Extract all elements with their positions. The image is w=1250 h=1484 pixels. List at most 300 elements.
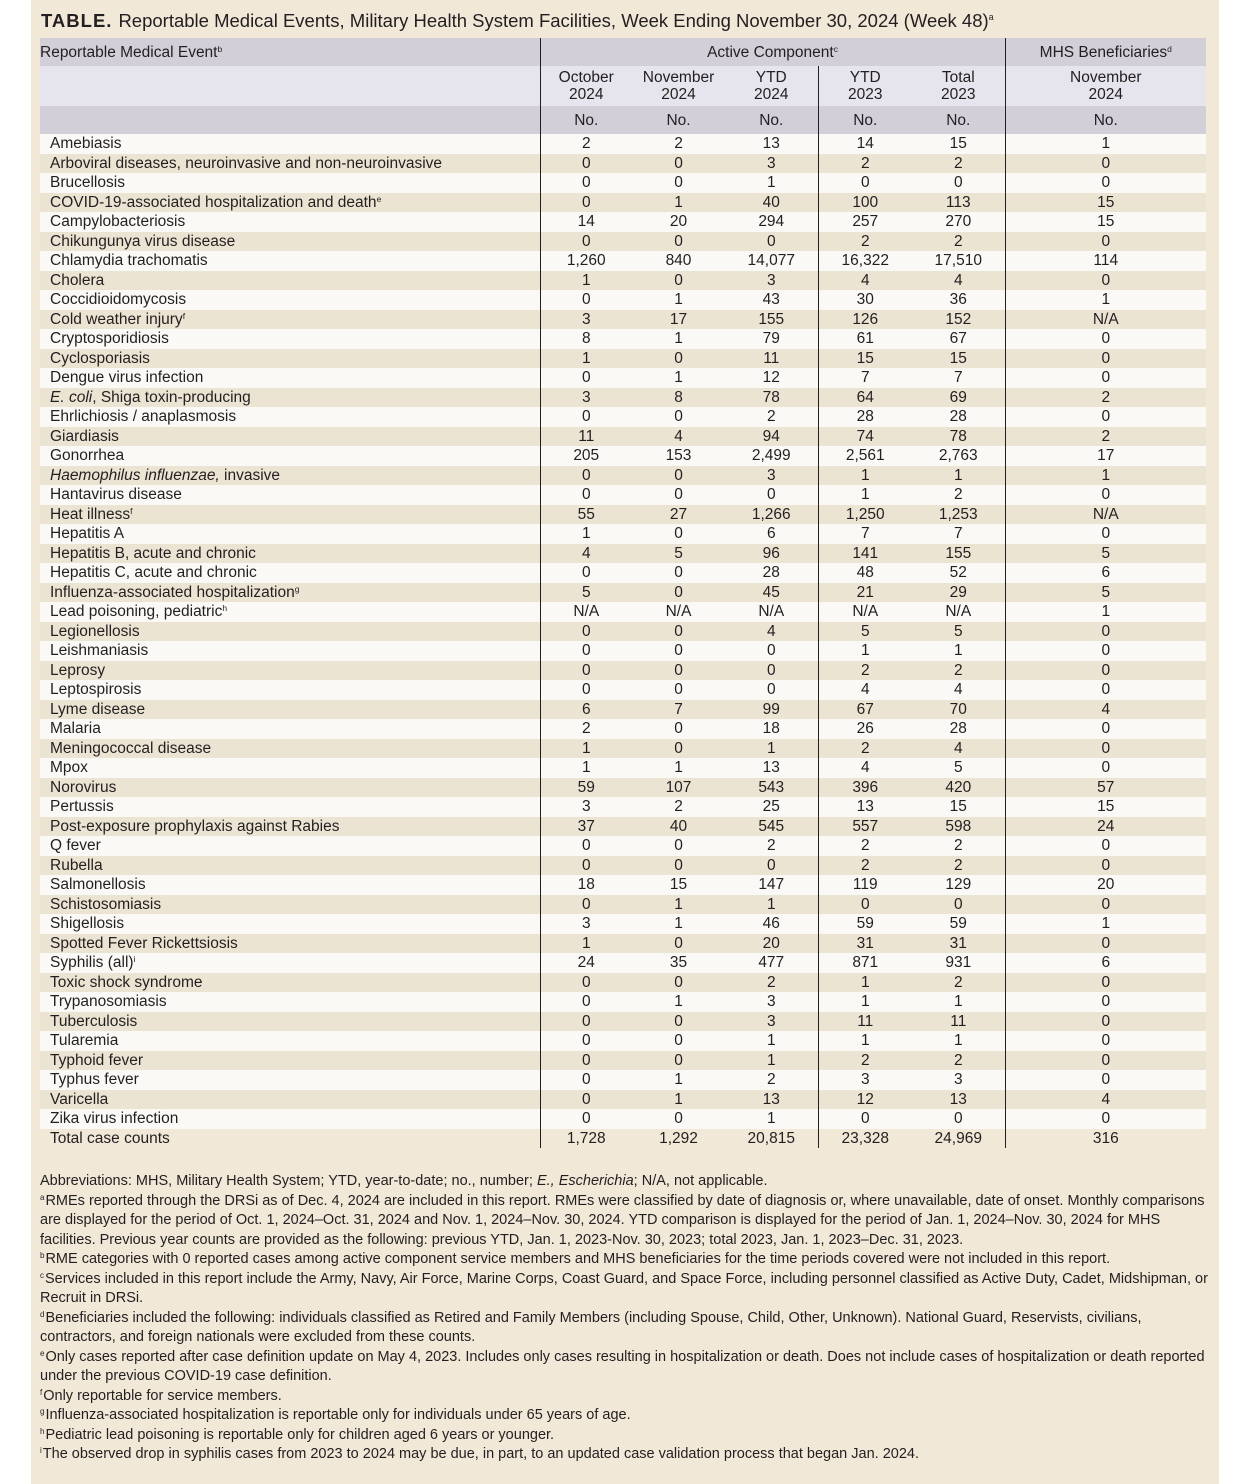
table-row [40,641,1206,661]
count-cell: 64 [818,388,912,408]
count-cell: 0 [632,622,725,642]
count-cell: 94 [725,427,818,447]
event-name-cell: Mpox [40,758,540,778]
event-name-cell: Dengue virus infection [40,368,540,388]
count-cell: 931 [912,953,1005,973]
table-row [40,563,1206,583]
count-cell: 2 [725,1070,818,1090]
count-cell: 1 [540,739,632,759]
event-name-cell: Amebiasis [40,134,540,154]
count-cell: 6 [540,700,632,720]
count-cell: 5 [912,622,1005,642]
table-row [40,485,1206,505]
count-cell: 0 [632,836,725,856]
count-cell: 5 [1005,544,1206,564]
count-cell: 7 [818,368,912,388]
event-name-cell: Cyclosporiasis [40,349,540,369]
table-row [40,953,1206,973]
count-cell: 0 [632,466,725,486]
count-cell: 3 [725,466,818,486]
count-cell: 4 [632,427,725,447]
unit-header: No. [818,106,912,134]
count-cell: 78 [725,388,818,408]
count-cell: 2 [725,836,818,856]
count-cell: 3 [818,1070,912,1090]
count-cell: 3 [725,271,818,291]
table-row [40,329,1206,349]
count-cell: 2 [818,739,912,759]
table-row [40,349,1206,369]
event-name-cell: Coccidioidomycosis [40,290,540,310]
table-row [40,505,1206,525]
count-cell: 1 [632,758,725,778]
footnote-i: $^i$The observed drop in syphilis cases from 2023 to 2024 may be due, in part, to an updated case validation process that began Jan. 2024. [40,1446,919,1462]
count-cell: 0 [632,173,725,193]
event-name-cell: Shigellosis [40,914,540,934]
count-cell: 0 [540,232,632,252]
count-cell: 36 [912,290,1005,310]
count-cell: 1 [632,329,725,349]
count-cell: 12 [818,1090,912,1110]
count-cell: 28 [912,407,1005,427]
count-cell: 0 [632,583,725,603]
count-cell: 55 [540,505,632,525]
count-cell: 0 [540,973,632,993]
count-cell: 1 [912,992,1005,1012]
count-cell: 0 [540,290,632,310]
count-cell: 0 [1005,836,1206,856]
count-cell: 40 [632,817,725,837]
table-row [40,407,1206,427]
count-cell: 0 [540,622,632,642]
count-cell: 119 [818,875,912,895]
count-cell: 0 [632,1109,725,1129]
count-cell: 141 [818,544,912,564]
count-cell: 1 [818,641,912,661]
event-name-cell: Salmonellosis [40,875,540,895]
count-cell: 31 [912,934,1005,954]
count-cell: 1 [912,1031,1005,1051]
count-cell: 1 [632,1070,725,1090]
count-cell: 0 [632,641,725,661]
event-name-cell: Tuberculosis [40,1012,540,1032]
count-cell: 0 [632,680,725,700]
count-cell: 1 [818,1031,912,1051]
event-name-cell: Legionellosis [40,622,540,642]
count-cell: 4 [725,622,818,642]
event-name-cell: Hepatitis C, acute and chronic [40,563,540,583]
count-cell: 24,969 [912,1129,1005,1149]
count-cell: 40 [725,193,818,213]
count-cell: 0 [540,641,632,661]
count-cell: 0 [818,173,912,193]
count-cell: 1 [632,368,725,388]
count-cell: 3 [540,797,632,817]
event-name-cell: Cold weather injury$^f$ [40,310,540,330]
count-cell: 2,499 [725,446,818,466]
count-cell: 0 [632,524,725,544]
count-cell: 11 [540,427,632,447]
event-name-cell: Typhus fever [40,1070,540,1090]
count-cell: 2 [912,232,1005,252]
count-cell: 3 [540,310,632,330]
count-cell: 28 [912,719,1005,739]
count-cell: 15 [912,134,1005,154]
count-cell: 4 [818,758,912,778]
col-header-total-2023: Total 2023 [912,66,1005,106]
event-name-cell: Q fever [40,836,540,856]
count-cell: 4 [818,680,912,700]
count-cell: 15 [912,349,1005,369]
count-cell: 24 [540,953,632,973]
count-cell: 2 [540,719,632,739]
count-cell: 0 [632,973,725,993]
count-cell: 26 [818,719,912,739]
table-row [40,1051,1206,1071]
count-cell: 2,561 [818,446,912,466]
count-cell: 67 [912,329,1005,349]
count-cell: 0 [632,232,725,252]
count-cell: 0 [632,271,725,291]
count-cell: 2 [912,485,1005,505]
count-cell: 2 [818,661,912,681]
table-row [40,290,1206,310]
count-cell: 598 [912,817,1005,837]
count-cell: 69 [912,388,1005,408]
count-cell: 3 [540,388,632,408]
table-row [40,212,1206,232]
count-cell: 3 [725,992,818,1012]
count-cell: 1 [632,992,725,1012]
count-cell: 13 [725,1090,818,1110]
count-cell: 4 [912,739,1005,759]
count-cell: 2 [632,797,725,817]
count-cell: 0 [540,1051,632,1071]
col-header-october-2024: October 2024 [540,66,632,106]
count-cell: 1 [818,973,912,993]
count-cell: 0 [540,173,632,193]
count-cell: 0 [1005,758,1206,778]
count-cell: 3 [540,914,632,934]
count-cell: 2 [818,836,912,856]
count-cell: 7 [632,700,725,720]
count-cell: 31 [818,934,912,954]
table-row [40,1012,1206,1032]
event-column-header: Reportable Medical Event$^b$ [40,38,540,66]
count-cell: 100 [818,193,912,213]
col-header-ytd-2024: YTD 2024 [725,66,818,106]
count-cell: 0 [540,407,632,427]
count-cell: 5 [1005,583,1206,603]
count-cell: 0 [1005,154,1206,174]
event-name-cell: Zika virus infection [40,1109,540,1129]
count-cell: 0 [632,1012,725,1032]
event-name-cell: Total case counts [40,1129,540,1149]
table-row [40,836,1206,856]
count-cell: 15 [632,875,725,895]
active-component-header: Active Component$^c$ [540,38,1005,66]
count-cell: 0 [540,680,632,700]
count-cell: 0 [540,563,632,583]
count-cell: 13 [818,797,912,817]
count-cell: 0 [1005,895,1206,915]
count-cell: 0 [1005,407,1206,427]
event-name-cell: Ehrlichiosis / anaplasmosis [40,407,540,427]
event-name-cell: Tularemia [40,1031,540,1051]
count-cell: N/A [632,602,725,622]
count-cell: 2 [818,856,912,876]
count-cell: 0 [912,895,1005,915]
count-cell: 2 [912,973,1005,993]
footnote-g: $^g$Influenza-associated hospitalization is reportable only for individuals under 65 years of age. [40,1407,631,1423]
count-cell: 29 [912,583,1005,603]
table-row [40,602,1206,622]
table-row [40,154,1206,174]
title-footnote-mark: a [988,12,994,22]
count-cell: 0 [540,1031,632,1051]
table-row [40,466,1206,486]
count-cell: 1 [818,466,912,486]
count-cell: 543 [725,778,818,798]
count-cell: 15 [1005,797,1206,817]
count-cell: 46 [725,914,818,934]
count-cell: 0 [725,485,818,505]
event-name-cell: Chlamydia trachomatis [40,251,540,271]
count-cell: 0 [632,934,725,954]
count-cell: 11 [725,349,818,369]
unit-header: No. [632,106,725,134]
count-cell: 0 [540,992,632,1012]
count-cell: 0 [1005,739,1206,759]
count-cell: 155 [912,544,1005,564]
count-cell: 1 [540,758,632,778]
count-cell: 2 [1005,388,1206,408]
count-cell: 2 [540,134,632,154]
count-cell: 126 [818,310,912,330]
count-cell: 20,815 [725,1129,818,1149]
count-cell: 78 [912,427,1005,447]
footnote-c: $^c$Services included in this report include the Army, Navy, Air Force, Marine Corps, Coast Guard, and Space Force, including personnel classified as Active Duty, Cadet, Midshipman, or Recruit in DRSi. [40,1270,1208,1306]
count-cell: 4 [912,271,1005,291]
count-cell: 20 [725,934,818,954]
table-row [40,1070,1206,1090]
count-cell: 0 [540,485,632,505]
count-cell: 7 [818,524,912,544]
table-row [40,934,1206,954]
count-cell: 3 [725,154,818,174]
reportable-events-table [40,38,1206,1148]
count-cell: 1 [632,914,725,934]
table-row [40,719,1206,739]
table-row [40,973,1206,993]
count-cell: 0 [1005,992,1206,1012]
count-cell: 43 [725,290,818,310]
count-cell: 25 [725,797,818,817]
count-cell: 74 [818,427,912,447]
count-cell: 147 [725,875,818,895]
table-row [40,700,1206,720]
col-header-mhs-november-2024: November 2024 [1005,66,1206,106]
count-cell: 155 [725,310,818,330]
count-cell: 1 [912,641,1005,661]
event-name-cell: Syphilis (all)$^i$ [40,953,540,973]
table-row [40,1031,1206,1051]
footnote-b: $^b$RME categories with 0 reported cases among active component service members and MHS beneficiaries for the time periods covered were not included in this report. [40,1251,1111,1267]
count-cell: 1,250 [818,505,912,525]
count-cell: 0 [632,563,725,583]
event-name-cell: Malaria [40,719,540,739]
count-cell: 0 [1005,232,1206,252]
table-row [40,583,1206,603]
count-cell: 5 [818,622,912,642]
count-cell: 23,328 [818,1129,912,1149]
count-cell: 1 [540,524,632,544]
unit-header: No. [1005,106,1206,134]
count-cell: 24 [1005,817,1206,837]
count-cell: 113 [912,193,1005,213]
event-name-cell: Typhoid fever [40,1051,540,1071]
count-cell: 0 [725,680,818,700]
count-cell: 1,266 [725,505,818,525]
total-row [40,1129,1206,1149]
header-row-periods [40,66,1206,106]
table-row [40,446,1206,466]
table-row [40,914,1206,934]
count-cell: 0 [1005,1031,1206,1051]
count-cell: 0 [632,719,725,739]
table-row [40,1109,1206,1129]
count-cell: 0 [1005,1070,1206,1090]
count-cell: 0 [1005,349,1206,369]
count-cell: 20 [1005,875,1206,895]
count-cell: 18 [725,719,818,739]
count-cell: 545 [725,817,818,837]
count-cell: 0 [540,1109,632,1129]
table-row [40,856,1206,876]
table-row [40,992,1206,1012]
count-cell: 557 [818,817,912,837]
table-row [40,173,1206,193]
col-header-november-2024: November 2024 [632,66,725,106]
event-name-cell: Heat illness$^f$ [40,505,540,525]
count-cell: 1 [818,485,912,505]
table-row [40,134,1206,154]
count-cell: 2 [912,1051,1005,1071]
count-cell: 2 [818,154,912,174]
count-cell: 0 [1005,661,1206,681]
count-cell: 2 [725,973,818,993]
count-cell: 1 [632,193,725,213]
table-row [40,758,1206,778]
count-cell: 11 [818,1012,912,1032]
count-cell: 1 [725,1051,818,1071]
event-name-cell: Cholera [40,271,540,291]
header-row-units [40,106,1206,134]
table-row [40,544,1206,564]
event-name-cell: E. coli, Shiga toxin-producing [40,388,540,408]
event-name-cell: Varicella [40,1090,540,1110]
count-cell: 0 [540,154,632,174]
event-name-cell: Lyme disease [40,700,540,720]
mhs-beneficiaries-header: MHS Beneficiaries$^d$ [1005,38,1206,66]
count-cell: 0 [540,1012,632,1032]
table-title [41,10,994,32]
count-cell: 1 [1005,290,1206,310]
count-cell: 59 [540,778,632,798]
header-row-groups [40,38,1206,66]
count-cell: 0 [725,856,818,876]
count-cell: 59 [912,914,1005,934]
count-cell: 2 [912,154,1005,174]
count-cell: 0 [1005,680,1206,700]
event-name-cell: Trypanosomiasis [40,992,540,1012]
event-name-cell: Campylobacteriosis [40,212,540,232]
count-cell: 8 [540,329,632,349]
count-cell: 114 [1005,251,1206,271]
event-name-cell: COVID-19-associated hospitalization and death$^e$ [40,193,540,213]
event-name-cell: Toxic shock syndrome [40,973,540,993]
table-row [40,895,1206,915]
count-cell: 5 [540,583,632,603]
count-cell: 7 [912,524,1005,544]
count-cell: N/A [818,602,912,622]
count-cell: 14 [818,134,912,154]
count-cell: 0 [725,661,818,681]
count-cell: 18 [540,875,632,895]
count-cell: 871 [818,953,912,973]
count-cell: 1 [725,739,818,759]
table-row [40,778,1206,798]
count-cell: N/A [540,602,632,622]
count-cell: 0 [632,1031,725,1051]
table-title-text: Reportable Medical Events, Military Health System Facilities, Week Ending November 30, 2024 (Week 48) [118,10,989,31]
table-label: TABLE. [41,10,113,31]
count-cell: 2 [912,836,1005,856]
count-cell: 0 [540,895,632,915]
count-cell: 0 [540,1090,632,1110]
table-row [40,271,1206,291]
table-row [40,1090,1206,1110]
event-name-cell: Lead poisoning, pediatric$^h$ [40,602,540,622]
count-cell: N/A [725,602,818,622]
event-name-cell: Pertussis [40,797,540,817]
count-cell: 0 [1005,973,1206,993]
count-cell: 52 [912,563,1005,583]
count-cell: 2 [912,661,1005,681]
event-name-cell: Norovirus [40,778,540,798]
count-cell: 17 [632,310,725,330]
count-cell: 13 [725,758,818,778]
count-cell: 20 [632,212,725,232]
unit-header: No. [912,106,1005,134]
count-cell: 0 [818,895,912,915]
count-cell: 15 [1005,193,1206,213]
count-cell: 1 [912,466,1005,486]
event-name-cell: Post-exposure prophylaxis against Rabies [40,817,540,837]
count-cell: 153 [632,446,725,466]
footnote-d: $^d$Beneficiaries included the following: individuals classified as Retired and Family Members (including Spouse, Child, Other, Unknown). National Guard, Reservists, civilians, contractors, and foreign nationals were excluded from these counts. [40,1309,1142,1345]
count-cell: 0 [1005,641,1206,661]
count-cell: 12 [725,368,818,388]
table-row [40,193,1206,213]
count-cell: 1 [540,934,632,954]
count-cell: 0 [632,739,725,759]
count-cell: 5 [632,544,725,564]
count-cell: 0 [540,466,632,486]
event-name-cell: Hepatitis B, acute and chronic [40,544,540,564]
count-cell: 28 [725,563,818,583]
count-cell: 1 [725,173,818,193]
